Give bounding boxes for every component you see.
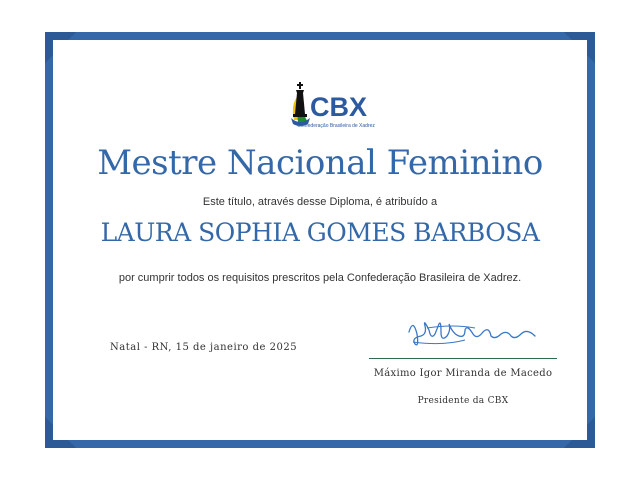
intro-text: Este título, através desse Diploma, é atribuído a [202, 196, 438, 208]
logo-caption: Confederação Brasileira de Xadrez [297, 123, 375, 129]
reason-text: por cumprir todos os requisitos prescritos pela Confederação Brasileira de Xadrez. [118, 272, 522, 284]
signer-role: Presidente da CBX [417, 396, 509, 406]
certificate-paper [53, 40, 587, 440]
handwritten-signature [403, 314, 543, 354]
chess-king-icon [291, 82, 310, 126]
recipient-name: LAURA SOPHIA GOMES BARBOSA [100, 218, 540, 247]
cbx-logo [286, 80, 386, 136]
signature-line [369, 358, 557, 359]
certificate-border [45, 32, 595, 448]
logo-letters: CBX [310, 92, 368, 122]
diploma-title: Mestre Nacional Feminino [97, 143, 543, 183]
signer-name: Máximo Igor Miranda de Macedo [373, 368, 553, 379]
place-date: Natal - RN, 15 de janeiro de 2025 [110, 342, 298, 353]
